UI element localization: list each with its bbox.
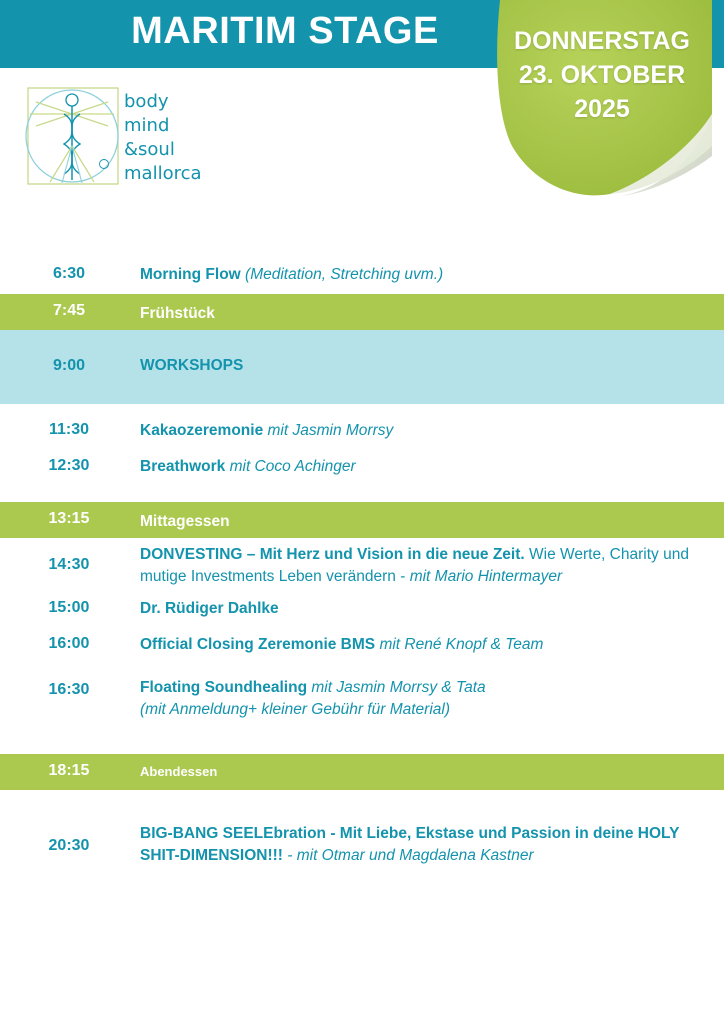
time-label: 15:00 [48, 599, 90, 616]
schedule-row [0, 596, 724, 624]
logo-word-mallorca: mallorca [124, 163, 202, 184]
event-description: Frühstück [140, 305, 215, 322]
page-title: MARITIM STAGE [131, 10, 439, 52]
time-label: 13:15 [48, 510, 90, 527]
schedule-row [0, 542, 724, 590]
logo-wordmark [124, 90, 202, 186]
logo-word-mind: mind [124, 115, 170, 136]
time-label: 12:30 [48, 457, 90, 474]
schedule-row-break [0, 294, 724, 330]
event-description: BIG-BANG SEELEbration - Mit Liebe, Ekstase und Passion in deine HOLY SHIT-DIMENSION!!! - mit Otmar und Magdalena Kastner [140, 825, 680, 864]
time-label: 16:30 [48, 681, 90, 698]
event-description: Official Closing Zeremonie BMS mit René Knopf & Team [140, 636, 544, 653]
schedule-row-workshops [0, 330, 724, 404]
schedule-row [0, 676, 724, 724]
time-label: 7:45 [52, 302, 86, 319]
date-badge [492, 0, 712, 201]
schedule-row-break [0, 754, 724, 790]
event-description: Morning Flow (Meditation, Stretching uvm.) [140, 266, 444, 283]
schedule-row [0, 418, 724, 446]
schedule-row [0, 632, 724, 660]
event-description: DONVESTING – Mit Herz und Vision in die neue Zeit. Wie Werte, Charity und mutige Investments Leben verändern - mit Mario Hintermayer [140, 546, 689, 585]
event-description: Breathwork mit Coco Achinger [140, 458, 356, 475]
event-description: Floating Soundhealing mit Jasmin Morrsy & Tata (mit Anmeldung+ kleiner Gebühr für Material) [140, 679, 486, 718]
time-label: 11:30 [48, 421, 90, 438]
schedule-row [0, 262, 724, 290]
time-label: 20:30 [48, 837, 90, 854]
vitruvian-man-icon [20, 84, 124, 188]
schedule-row [0, 454, 724, 482]
date-day-month: 23. OKTOBER [518, 61, 686, 89]
event-description: Kakaozeremonie mit Jasmin Morrsy [140, 422, 394, 439]
event-description: Abendessen [140, 764, 218, 779]
event-description: Mittagessen [140, 513, 230, 530]
event-description: Dr. Rüdiger Dahlke [140, 600, 279, 617]
logo-word-body: body [124, 91, 169, 112]
date-year: 2025 [574, 95, 630, 123]
time-label: 14:30 [48, 556, 90, 573]
logo [20, 84, 230, 188]
time-label: 16:00 [48, 635, 90, 652]
schedule-row [0, 822, 724, 870]
time-label: 9:00 [52, 357, 86, 374]
event-description: WORKSHOPS [140, 357, 244, 374]
time-label: 18:15 [48, 762, 90, 779]
logo-word-soul: &soul [124, 139, 175, 160]
date-weekday: DONNERSTAG [514, 27, 690, 55]
schedule-row-break [0, 502, 724, 538]
time-label: 6:30 [52, 265, 86, 282]
